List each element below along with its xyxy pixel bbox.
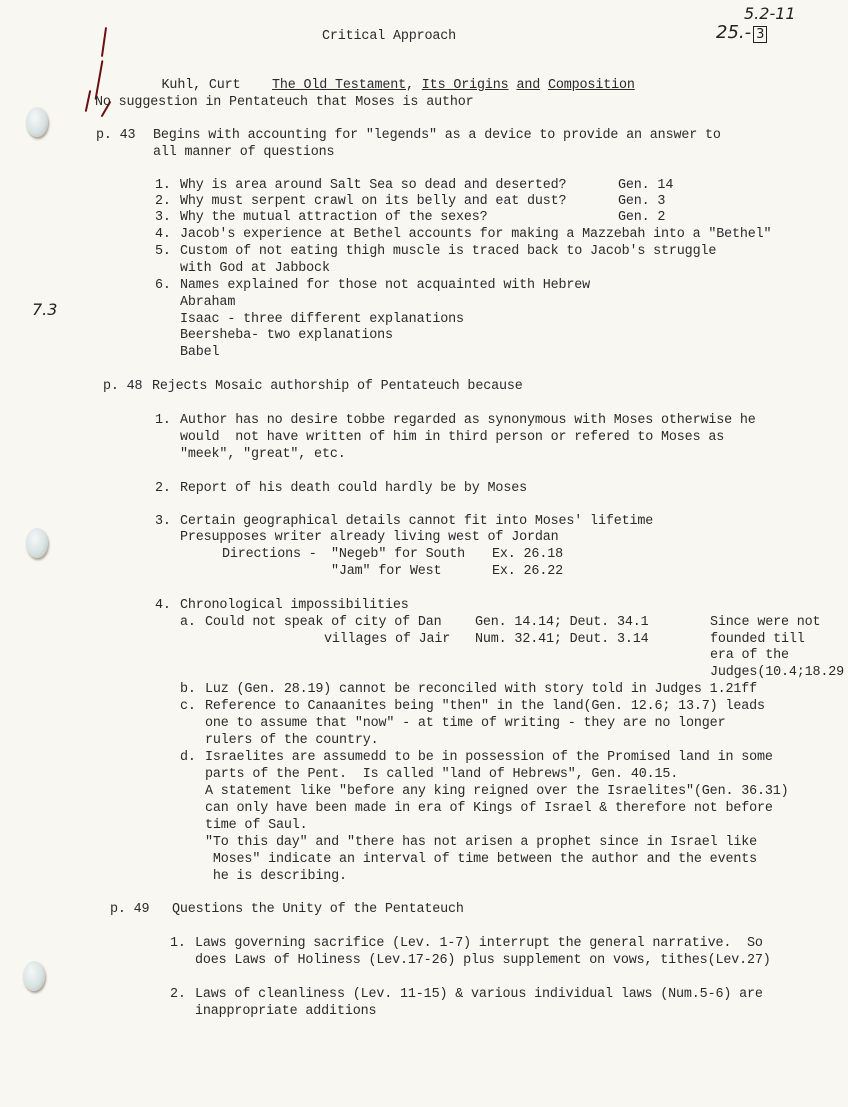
sub-item-letter: a.: [180, 615, 196, 630]
margin-pencil-mark: [101, 27, 107, 57]
list-item-number: 4.: [155, 598, 171, 613]
direction-label: Directions -: [222, 547, 325, 562]
list-item-number: 2.: [155, 194, 171, 209]
side-note: Since were not: [710, 615, 821, 630]
book-title-part: and: [516, 78, 541, 93]
sub-item-text: he is describing.: [205, 869, 347, 884]
punch-hole-bottom: [23, 961, 45, 991]
direction-ref: Ex. 26.18: [492, 547, 563, 562]
list-item-ref: Gen. 14: [618, 178, 674, 193]
sub-item-text: Luz (Gen. 28.19) cannot be reconciled with story told in Judges 1.21ff: [205, 682, 757, 697]
side-note: era of the: [710, 648, 789, 663]
list-item-number: 1.: [155, 413, 171, 428]
sub-item-letter: c.: [180, 699, 196, 714]
list-item-text: "meek", "great", etc.: [180, 447, 346, 462]
sub-item: Isaac - three different explanations: [180, 312, 464, 327]
direction-ref: Ex. 26.22: [492, 564, 563, 579]
sub-item-ref: Gen. 14.14; Deut. 34.1: [475, 615, 649, 630]
list-item-text: Laws of cleanliness (Lev. 11-15) & various individual laws (Num.5-6) are: [195, 987, 763, 1002]
sub-item-text: Israelites are assumedd to be in possession of the Promised land in some: [205, 750, 773, 765]
list-item-ref: Gen. 3: [618, 194, 666, 209]
sub-item-text: one to assume that "now" - at time of writing - they are no longer: [205, 716, 726, 731]
author-name: Kuhl, Curt: [161, 78, 241, 93]
sub-item-text: villages of Jair: [324, 632, 451, 647]
sub-item-letter: d.: [180, 750, 196, 765]
list-item-ref: Gen. 2: [618, 210, 666, 225]
list-item-number: 2.: [155, 481, 171, 496]
sub-item-text: Reference to Canaanites being "then" in the land(Gen. 12.6; 13.7) leads: [205, 699, 765, 714]
list-item-text: Chronological impossibilities: [180, 598, 409, 613]
page-title: Critical Approach: [322, 29, 457, 44]
side-note: Judges(10.4;18.29: [710, 665, 845, 680]
direction-term: "Negeb" for South: [331, 547, 466, 562]
direction-term: "Jam" for West: [331, 564, 442, 579]
sub-item-text: rulers of the country.: [205, 733, 379, 748]
section-heading: Rejects Mosaic authorship of Pentateuch because: [152, 379, 523, 394]
margin-pencil-mark: [85, 90, 92, 112]
book-title-part: Composition: [548, 78, 635, 93]
section-heading: all manner of questions: [153, 145, 335, 160]
page-ref-text: 25.-: [716, 22, 752, 43]
sub-item-text: can only have been made in era of Kings of Israel & therefore not before: [205, 801, 773, 816]
section-page-ref: p. 49: [110, 902, 150, 917]
list-item-text: Why must serpent crawl on its belly and eat dust?: [180, 194, 567, 209]
sub-item-text: Moses" indicate an interval of time between the author and the events: [205, 852, 757, 867]
book-title-part: The Old Testament: [271, 78, 407, 93]
list-item-number: 4.: [155, 227, 171, 242]
section-page-ref: p. 48: [103, 379, 143, 394]
punch-hole-middle: [26, 528, 48, 558]
book-title-part: ,: [406, 78, 422, 93]
list-item-text: Jacob's experience at Bethel accounts for making a Mazzebah into a "Bethel": [180, 227, 772, 242]
list-item-number: 1.: [155, 178, 171, 193]
list-item-text: Certain geographical details cannot fit into Moses' lifetime: [180, 514, 654, 529]
sub-item-ref: Num. 32.41; Deut. 3.14: [475, 632, 649, 647]
section-heading: Questions the Unity of the Pentateuch: [172, 902, 464, 917]
section-page-ref: p. 43: [96, 128, 136, 143]
list-item-text: does Laws of Holiness (Lev.17-26) plus supplement on vows, tithes(Lev.27): [195, 953, 771, 968]
list-item-text: would not have written of him in third person or refered to Moses as: [180, 430, 725, 445]
page-box-number: 3: [753, 26, 767, 43]
list-item-text: Report of his death could hardly be by Moses: [180, 481, 527, 496]
sub-item-letter: b.: [180, 682, 196, 697]
list-item-text: Custom of not eating thigh muscle is traced back to Jacob's struggle: [180, 244, 717, 259]
book-title-part: Its Origins: [421, 78, 509, 93]
list-item-continuation: with God at Jabbock: [180, 261, 330, 276]
list-item-number: 6.: [155, 278, 171, 293]
sub-item-text: "To this day" and "there has not arisen a prophet since in Israel like: [205, 835, 757, 850]
sub-item: Beersheba- two explanations: [180, 328, 393, 343]
file-number-annotation: 5.2-11: [744, 4, 796, 23]
list-item-number: 5.: [155, 244, 171, 259]
side-note: founded till: [710, 632, 805, 647]
list-item-text: Why is area around Salt Sea so dead and deserted?: [180, 178, 567, 193]
list-item-text: Names explained for those not acquainted with Hebrew: [180, 278, 591, 293]
list-item-text: inappropriate additions: [195, 1004, 377, 1019]
intro-line: No suggestion in Pentateuch that Moses is author: [95, 95, 474, 110]
page-ref-annotation: [716, 22, 767, 43]
book-title-part: [540, 78, 548, 93]
section-heading: Begins with accounting for "legends" as a device to provide an answer to: [153, 128, 721, 143]
sub-item: Abraham: [180, 295, 236, 310]
list-item-text: Laws governing sacrifice (Lev. 1-7) interrupt the general narrative. So: [195, 936, 763, 951]
sub-item-text: time of Saul.: [205, 818, 308, 833]
list-item-number: 3.: [155, 514, 171, 529]
margin-note: 7.3: [32, 300, 58, 319]
list-item-number: 2.: [170, 987, 186, 1002]
sub-item-text: A statement like "before any king reigned over the Israelites"(Gen. 36.31): [205, 784, 789, 799]
list-item-text: Author has no desire tobbe regarded as synonymous with Moses otherwise he: [180, 413, 756, 428]
punch-hole-top: [26, 107, 48, 137]
sub-item: Babel: [180, 345, 220, 360]
sub-item-text: Could not speak of city of Dan: [205, 615, 442, 630]
list-item-text: Presupposes writer already living west of Jordan: [180, 530, 559, 545]
list-item-text: Why the mutual attraction of the sexes?: [180, 210, 488, 225]
sub-item-text: parts of the Pent. Is called "land of Hebrews", Gen. 40.15.: [205, 767, 679, 782]
list-item-number: 3.: [155, 210, 171, 225]
margin-pencil-mark: [95, 60, 104, 100]
list-item-number: 1.: [170, 936, 186, 951]
